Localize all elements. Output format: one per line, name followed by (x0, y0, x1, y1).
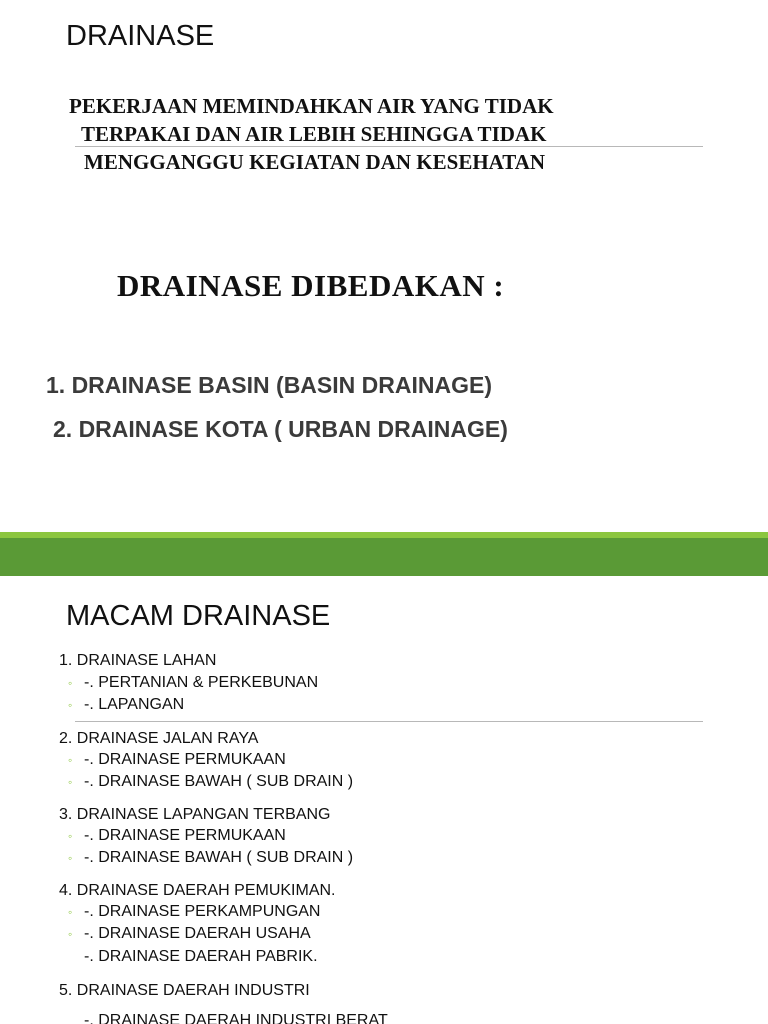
bullet-icon: ◦ (68, 775, 73, 789)
group-5-label: 5. DRAINASE DAERAH INDUSTRI (59, 982, 310, 999)
divider (75, 146, 703, 147)
bullet-icon: ◦ (68, 676, 73, 690)
slide-2 (0, 576, 768, 1024)
definition-line-3: MENGGANGGU KEGIATAN DAN KESEHATAN (84, 150, 546, 174)
list-item: ◦ -. DRAINASE PERMUKAAN (68, 827, 286, 844)
list-item: -. DRAINASE DAERAH INDUSTRI BERAT (84, 1012, 388, 1024)
subheading: DRAINASE DIBEDAKAN : (117, 268, 505, 303)
definition-line-1: PEKERJAAN MEMINDAHKAN AIR YANG TIDAK (69, 94, 554, 118)
list-item: -. DRAINASE DAERAH PABRIK. (84, 948, 318, 965)
slide-1-title: DRAINASE (66, 20, 215, 52)
list-item: ◦ -. DRAINASE PERKAMPUNGAN (68, 903, 321, 920)
group-4-label: 4. DRAINASE DAERAH PEMUKIMAN. (59, 882, 336, 899)
slide-separator-band (0, 532, 768, 576)
definition-line-2: TERPAKAI DAN AIR LEBIH SEHINGGA TIDAK (81, 122, 547, 146)
list-item: ◦ -. DRAINASE BAWAH ( SUB DRAIN ) (68, 849, 354, 866)
group-2-label: 2. DRAINASE JALAN RAYA (59, 730, 259, 747)
list-item: ◦ -. LAPANGAN (68, 696, 185, 713)
bullet-icon: ◦ (68, 927, 73, 941)
list-item: ◦ -. DRAINASE PERMUKAAN (68, 751, 286, 768)
band-highlight (0, 532, 768, 538)
group-1-label: 1. DRAINASE LAHAN (59, 652, 217, 669)
slide-2-title: MACAM DRAINASE (66, 600, 331, 632)
list-item: ◦ -. DRAINASE BAWAH ( SUB DRAIN ) (68, 773, 354, 790)
divider (75, 721, 703, 722)
bullet-icon: ◦ (68, 829, 73, 843)
drainage-type-1: 1. DRAINASE BASIN (BASIN DRAINAGE) (46, 372, 492, 398)
bullet-icon: ◦ (68, 851, 73, 865)
drainage-type-2: 2. DRAINASE KOTA ( URBAN DRAINAGE) (53, 416, 508, 442)
bullet-icon: ◦ (68, 698, 73, 712)
bullet-icon: ◦ (68, 905, 73, 919)
list-item: ◦ -. PERTANIAN & PERKEBUNAN (68, 674, 319, 691)
bullet-icon: ◦ (68, 753, 73, 767)
group-3-label: 3. DRAINASE LAPANGAN TERBANG (59, 806, 331, 823)
list-item: ◦ -. DRAINASE DAERAH USAHA (68, 925, 311, 942)
